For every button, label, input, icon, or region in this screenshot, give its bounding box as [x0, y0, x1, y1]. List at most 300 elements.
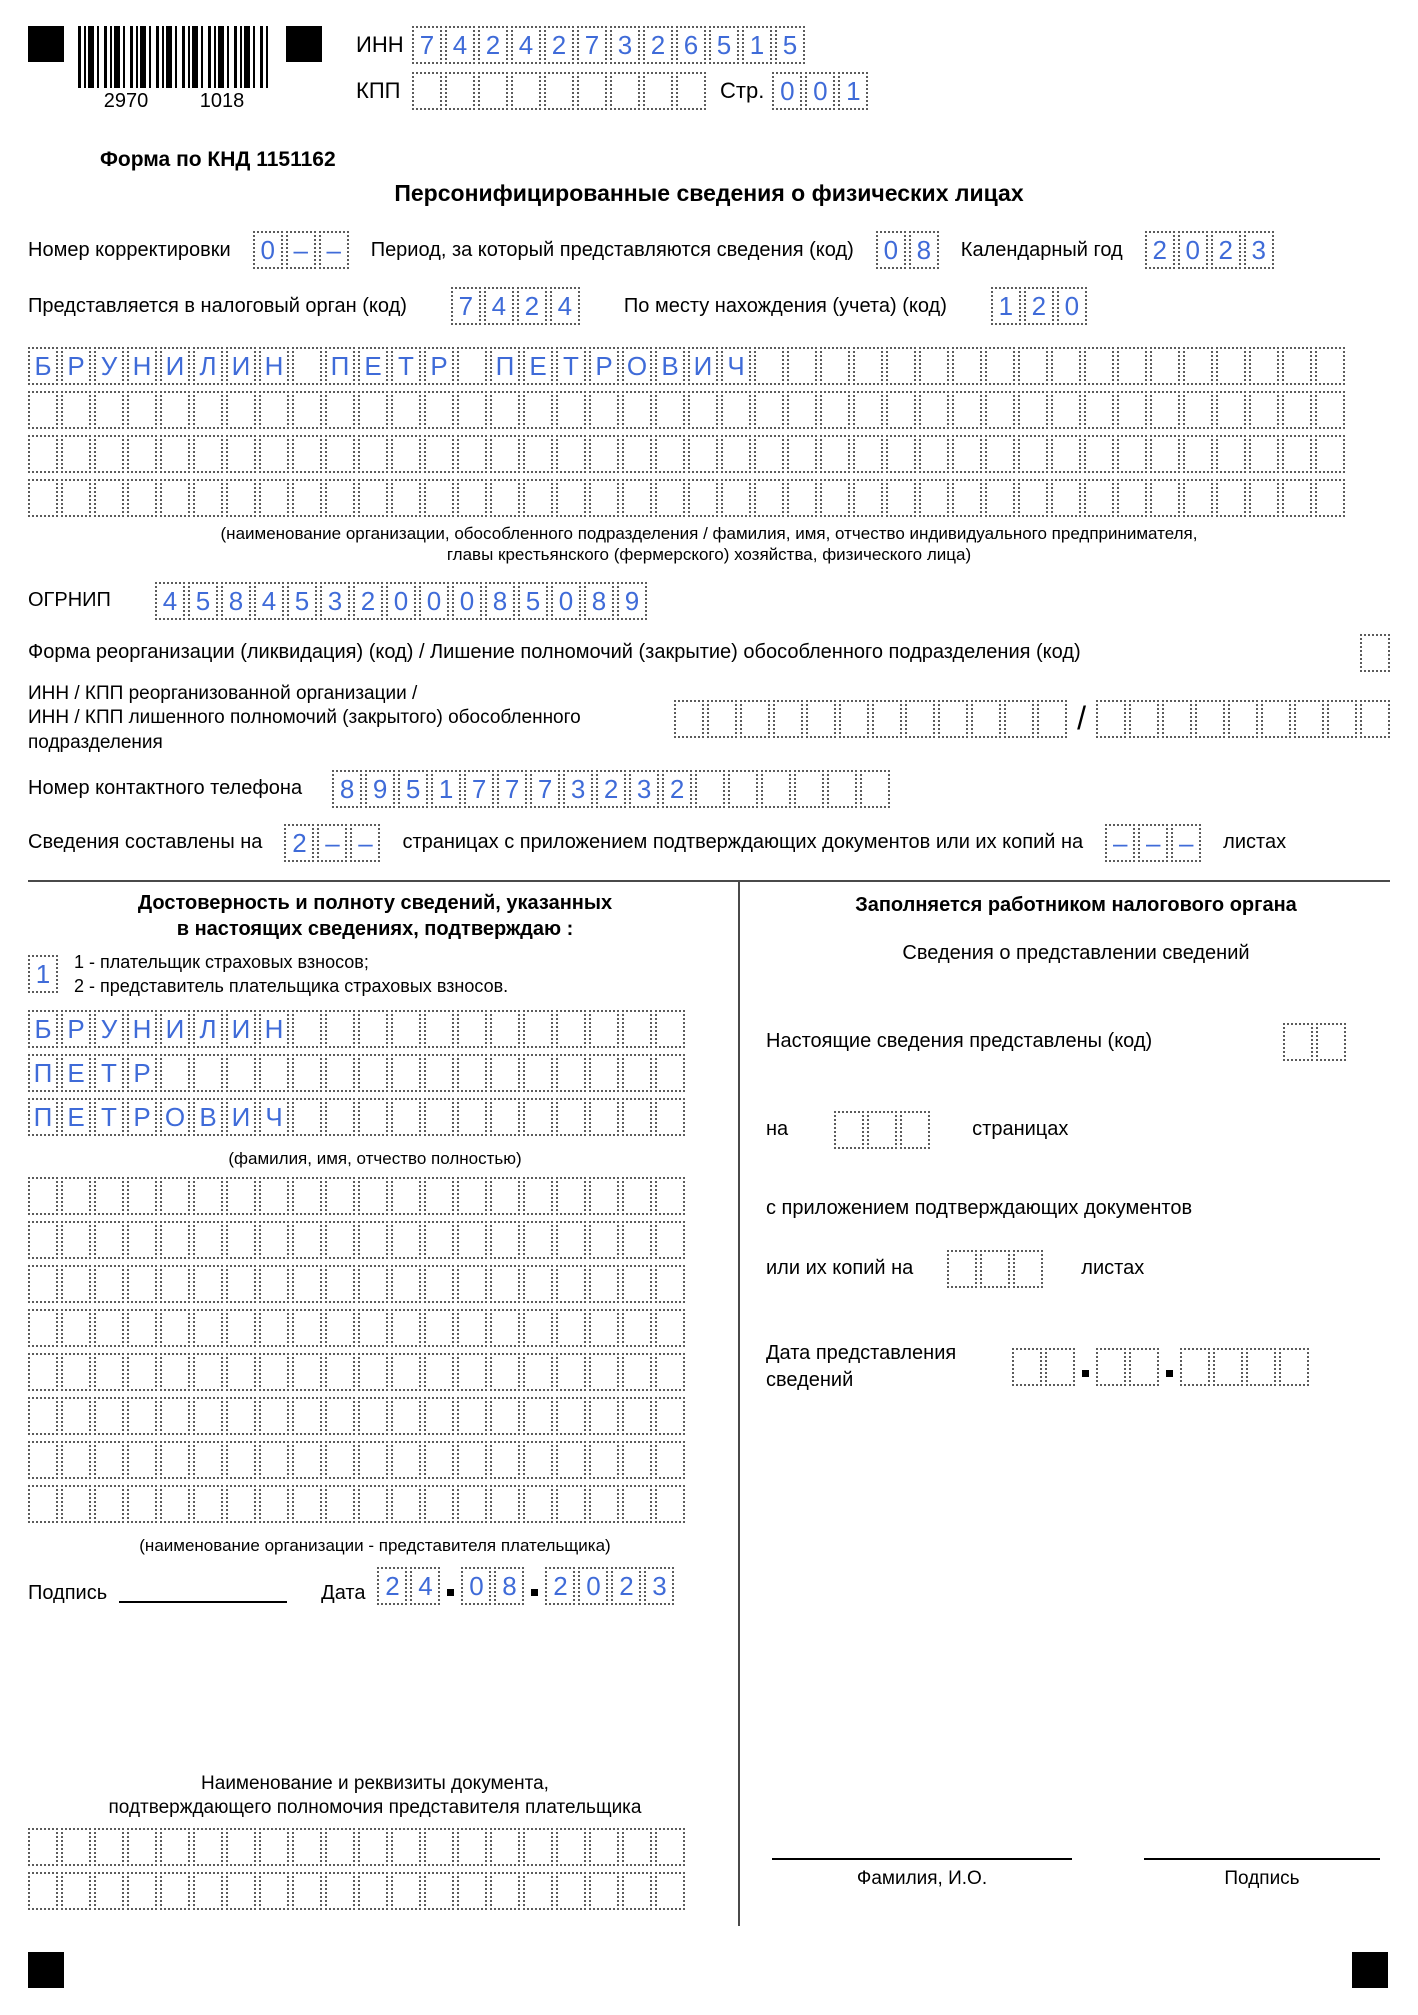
payer-confirmation-column [28, 882, 740, 1926]
officer-pages-field[interactable] [834, 1111, 930, 1149]
ogrnip-field[interactable] [155, 582, 647, 620]
char-cell [193, 1221, 223, 1259]
confirm-legend: 1 - плательщик страховых взносов; 2 - представитель плательщика страховых взносов. [74, 951, 509, 996]
char-cell: 8 [494, 1567, 524, 1605]
char-cell: 2 [284, 824, 314, 862]
char-cell [589, 1098, 619, 1136]
char-cell: 9 [617, 582, 647, 620]
char-cell [827, 770, 857, 808]
char-cell [61, 1265, 91, 1303]
char-cell [28, 1221, 58, 1259]
char-cell [160, 1265, 190, 1303]
char-cell [193, 1828, 223, 1866]
signer-fio-grid[interactable] [28, 1010, 722, 1142]
char-cell [721, 479, 751, 517]
char-cell [707, 700, 737, 738]
kpp-field[interactable] [412, 72, 706, 110]
char-cell [806, 700, 836, 738]
char-cell [490, 1177, 520, 1215]
date-label: Дата [321, 1581, 366, 1604]
char-cell [556, 1054, 586, 1092]
char-cell [490, 1485, 520, 1523]
char-cell: 0 [452, 582, 482, 620]
sheets-count-field[interactable] [1105, 824, 1201, 862]
char-cell [952, 391, 982, 429]
char-cell: Л [193, 1010, 223, 1048]
char-cell [655, 1485, 685, 1523]
char-cell [1246, 1348, 1276, 1386]
char-cell: И [160, 1010, 190, 1048]
char-cell [490, 1265, 520, 1303]
confirm-code-row [28, 950, 722, 999]
char-cell: 4 [410, 1567, 440, 1605]
char-cell [259, 1828, 289, 1866]
char-cell [794, 770, 824, 808]
char-cell [61, 1397, 91, 1435]
char-cell [971, 700, 1001, 738]
char-cell [589, 1054, 619, 1092]
reorg-code-field[interactable] [1360, 634, 1390, 672]
char-cell [1282, 479, 1312, 517]
char-cell [1360, 634, 1390, 672]
char-cell: 0 [386, 582, 416, 620]
cell-grid-row[interactable] [28, 479, 1390, 517]
submission-day-field[interactable] [1012, 1348, 1075, 1386]
char-cell [952, 479, 982, 517]
name-field-grid[interactable] [0, 347, 1418, 517]
char-cell: 2 [1211, 231, 1241, 269]
cell-grid-row[interactable] [28, 1054, 722, 1092]
reorg-inn-field[interactable] [674, 700, 1067, 738]
char-cell [226, 479, 256, 517]
char-cell [457, 1872, 487, 1910]
char-cell [688, 435, 718, 473]
char-cell [1249, 479, 1279, 517]
char-cell [740, 700, 770, 738]
char-cell [1150, 479, 1180, 517]
char-cell [556, 1098, 586, 1136]
char-cell [391, 391, 421, 429]
char-cell [773, 700, 803, 738]
char-cell: 8 [584, 582, 614, 620]
char-cell [94, 391, 124, 429]
char-cell [655, 1441, 685, 1479]
char-cell [622, 1265, 652, 1303]
char-cell [1183, 435, 1213, 473]
char-cell: 7 [451, 287, 481, 325]
date-day-field[interactable] [377, 1567, 440, 1605]
char-cell [325, 1221, 355, 1259]
char-cell [556, 1872, 586, 1910]
char-cell [127, 435, 157, 473]
char-cell [900, 1111, 930, 1149]
char-cell [1282, 391, 1312, 429]
char-cell [127, 1353, 157, 1391]
cell-grid-row[interactable] [28, 391, 1390, 429]
char-cell [544, 72, 574, 110]
char-cell [292, 479, 322, 517]
docs-attached-row [766, 1197, 1386, 1220]
char-cell [160, 1872, 190, 1910]
cell-grid-row[interactable] [28, 435, 1390, 473]
row-authority [0, 287, 1418, 325]
char-cell [127, 1485, 157, 1523]
char-cell: 2 [1145, 231, 1175, 269]
char-cell [1316, 1023, 1346, 1061]
row-ogrnip [0, 582, 1418, 620]
char-cell [622, 1221, 652, 1259]
cell-grid-row[interactable] [28, 1397, 722, 1435]
char-cell [424, 1265, 454, 1303]
row-phone [0, 770, 1418, 808]
char-cell [94, 1221, 124, 1259]
char-cell [523, 479, 553, 517]
char-cell [94, 1265, 124, 1303]
char-cell: Н [259, 347, 289, 385]
char-cell [127, 1872, 157, 1910]
inn-field[interactable] [412, 26, 805, 64]
char-cell [193, 435, 223, 473]
char-cell [589, 1221, 619, 1259]
char-cell [490, 1828, 520, 1866]
char-cell [787, 391, 817, 429]
char-cell [589, 1265, 619, 1303]
cell-grid-row[interactable] [28, 1353, 722, 1391]
barcode [78, 26, 270, 88]
char-cell [655, 1221, 685, 1259]
char-cell: П [490, 347, 520, 385]
char-cell [754, 435, 784, 473]
char-cell [358, 479, 388, 517]
char-cell [61, 1309, 91, 1347]
char-cell: 7 [577, 26, 607, 64]
char-cell [787, 435, 817, 473]
phone-field[interactable] [332, 770, 890, 808]
char-cell [490, 435, 520, 473]
char-cell [292, 1441, 322, 1479]
char-cell [391, 1054, 421, 1092]
char-cell [1183, 347, 1213, 385]
officer-subtitle: Сведения о представлении сведений [902, 941, 1250, 964]
char-cell [1051, 391, 1081, 429]
correction-field[interactable] [253, 231, 349, 269]
char-cell [655, 1872, 685, 1910]
cell-grid-row[interactable] [28, 1872, 722, 1910]
char-cell [226, 1397, 256, 1435]
char-cell [292, 1054, 322, 1092]
submission-year-field[interactable] [1180, 1348, 1309, 1386]
char-cell [1117, 391, 1147, 429]
cell-grid-row[interactable] [28, 347, 1390, 385]
submission-month-field[interactable] [1096, 1348, 1159, 1386]
char-cell [589, 479, 619, 517]
char-cell [556, 1177, 586, 1215]
char-cell [292, 1397, 322, 1435]
char-cell [1216, 435, 1246, 473]
char-cell [820, 347, 850, 385]
char-cell [1013, 1250, 1043, 1288]
char-cell [259, 435, 289, 473]
char-cell [391, 435, 421, 473]
char-cell [1084, 435, 1114, 473]
char-cell [1150, 391, 1180, 429]
period-field[interactable] [876, 231, 939, 269]
char-cell [28, 1309, 58, 1347]
char-cell [787, 479, 817, 517]
char-cell: 2 [377, 1567, 407, 1605]
char-cell [886, 479, 916, 517]
char-cell [127, 391, 157, 429]
char-cell [424, 479, 454, 517]
phone-label: Номер контактного телефона [28, 777, 303, 800]
char-cell [94, 1828, 124, 1866]
char-cell: 3 [644, 1567, 674, 1605]
char-cell [1129, 700, 1159, 738]
char-cell [391, 1485, 421, 1523]
barcode-block [78, 26, 270, 113]
char-cell: 4 [155, 582, 185, 620]
char-cell [655, 1397, 685, 1435]
char-cell [424, 1098, 454, 1136]
char-cell: И [688, 347, 718, 385]
char-cell [28, 1265, 58, 1303]
char-cell [457, 1353, 487, 1391]
cell-grid-row[interactable] [28, 1441, 722, 1479]
header [0, 0, 1418, 118]
period-label: Период, за который представляются сведения (код) [370, 238, 854, 261]
cell-grid-row[interactable] [28, 1828, 722, 1866]
officer-sheets-field[interactable] [947, 1250, 1043, 1288]
char-cell [787, 347, 817, 385]
cell-grid-row[interactable] [28, 1221, 722, 1259]
char-cell [980, 1250, 1010, 1288]
char-cell: 4 [445, 26, 475, 64]
char-cell: 5 [188, 582, 218, 620]
char-cell [523, 391, 553, 429]
char-cell [1096, 700, 1126, 738]
char-cell [853, 479, 883, 517]
char-cell [523, 1872, 553, 1910]
char-cell [160, 1828, 190, 1866]
char-cell [61, 1872, 91, 1910]
char-cell: 1 [28, 955, 58, 993]
char-cell [193, 479, 223, 517]
char-cell [61, 479, 91, 517]
date-year-field[interactable] [545, 1567, 674, 1605]
char-cell [1216, 479, 1246, 517]
char-cell [391, 1872, 421, 1910]
char-cell [424, 1054, 454, 1092]
char-cell [622, 1872, 652, 1910]
char-cell [193, 391, 223, 429]
char-cell [919, 435, 949, 473]
char-cell [94, 1309, 124, 1347]
char-cell [721, 391, 751, 429]
char-cell [292, 1177, 322, 1215]
char-cell [1315, 435, 1345, 473]
char-cell: – [317, 824, 347, 862]
char-cell [556, 1397, 586, 1435]
cell-grid-row[interactable] [28, 1309, 722, 1347]
char-cell: В [655, 347, 685, 385]
char-cell [919, 391, 949, 429]
char-cell [589, 1177, 619, 1215]
char-cell [643, 72, 673, 110]
char-cell: 5 [398, 770, 428, 808]
officer-title: Заполняется работником налогового органа [855, 893, 1297, 916]
char-cell [1018, 435, 1048, 473]
char-cell: 1 [742, 26, 772, 64]
char-cell: О [622, 347, 652, 385]
pages-count-field[interactable] [284, 824, 380, 862]
char-cell [259, 1309, 289, 1347]
char-cell [985, 435, 1015, 473]
char-cell [226, 1265, 256, 1303]
cell-grid-row[interactable] [28, 1098, 722, 1136]
char-cell [523, 1397, 553, 1435]
char-cell: Р [589, 347, 619, 385]
char-cell: 3 [610, 26, 640, 64]
char-cell [1261, 700, 1291, 738]
char-cell [919, 479, 949, 517]
char-cell [358, 1872, 388, 1910]
cell-grid-row[interactable] [28, 1177, 722, 1215]
form-title: Персонифицированные сведения о физических лицах [394, 180, 1024, 206]
char-cell [556, 391, 586, 429]
docs-attached-label: с приложением подтверждающих документов [766, 1196, 1193, 1219]
char-cell: 0 [461, 1567, 491, 1605]
char-cell [490, 1872, 520, 1910]
reorg-kpp-field[interactable] [1096, 700, 1390, 738]
submitted-code-field[interactable] [1283, 1023, 1346, 1061]
cell-grid-row[interactable] [28, 1265, 722, 1303]
char-cell [674, 700, 704, 738]
char-cell: 4 [511, 26, 541, 64]
representative-org-grid[interactable] [28, 1177, 722, 1529]
char-cell [622, 391, 652, 429]
kpp-label: КПП [356, 78, 401, 103]
confirm-title: Достоверность и полноту сведений, указанных в настоящих сведениях, подтверждаю : [137, 891, 613, 940]
char-cell [1117, 479, 1147, 517]
char-cell [259, 1054, 289, 1092]
char-cell [193, 1177, 223, 1215]
char-cell [94, 1872, 124, 1910]
char-cell [292, 1485, 322, 1523]
char-cell [424, 1353, 454, 1391]
cell-grid-row[interactable] [28, 1485, 722, 1523]
char-cell [589, 435, 619, 473]
signature-line[interactable] [119, 1579, 287, 1603]
confirm-code-field[interactable] [28, 955, 58, 993]
char-cell: И [226, 1098, 256, 1136]
char-cell [127, 1309, 157, 1347]
char-cell [28, 1828, 58, 1866]
authority-field[interactable] [451, 287, 580, 325]
signature-date-row [28, 1567, 722, 1605]
char-cell: Р [424, 347, 454, 385]
char-cell [1249, 391, 1279, 429]
char-cell [523, 1098, 553, 1136]
char-cell [457, 391, 487, 429]
char-cell [985, 479, 1015, 517]
char-cell [127, 1828, 157, 1866]
year-field[interactable] [1145, 231, 1274, 269]
char-cell [358, 1177, 388, 1215]
char-cell [160, 1485, 190, 1523]
char-cell [61, 435, 91, 473]
char-cell [938, 700, 968, 738]
char-cell [1360, 700, 1390, 738]
char-cell: 0 [551, 582, 581, 620]
char-cell [1162, 700, 1192, 738]
char-cell: 2 [478, 26, 508, 64]
tax-officer-column [740, 882, 1390, 1926]
char-cell: 4 [550, 287, 580, 325]
char-cell [655, 1353, 685, 1391]
cell-grid-row[interactable] [28, 1010, 722, 1048]
char-cell [424, 1177, 454, 1215]
char-cell: Е [61, 1098, 91, 1136]
char-cell [94, 435, 124, 473]
char-cell [424, 1397, 454, 1435]
char-cell [1051, 347, 1081, 385]
char-cell: 3 [563, 770, 593, 808]
char-cell [655, 1828, 685, 1866]
char-cell [391, 1098, 421, 1136]
char-cell [490, 1054, 520, 1092]
char-cell [325, 479, 355, 517]
char-cell [523, 435, 553, 473]
char-cell [1150, 347, 1180, 385]
page-number-field[interactable] [772, 72, 868, 110]
char-cell [589, 1309, 619, 1347]
char-cell [94, 1177, 124, 1215]
bottom-section [28, 880, 1390, 1926]
char-cell: 2 [544, 26, 574, 64]
officer-surname-line[interactable]: Фамилия, И.О. [772, 1858, 1072, 1890]
char-cell: 0 [772, 72, 802, 110]
char-cell [457, 1054, 487, 1092]
char-cell [867, 1111, 897, 1149]
char-cell: Т [94, 1098, 124, 1136]
char-cell: 2 [662, 770, 692, 808]
char-cell: У [94, 1010, 124, 1048]
char-cell [160, 1397, 190, 1435]
char-cell [754, 479, 784, 517]
char-cell [226, 1309, 256, 1347]
officer-signature-line[interactable]: Подпись [1144, 1858, 1380, 1890]
char-cell [61, 1353, 91, 1391]
char-cell [695, 770, 725, 808]
char-cell [412, 72, 442, 110]
authority-document-grid[interactable] [28, 1828, 722, 1910]
char-cell [259, 1872, 289, 1910]
location-field[interactable] [991, 287, 1087, 325]
char-cell [160, 479, 190, 517]
char-cell: 8 [485, 582, 515, 620]
char-cell: И [226, 347, 256, 385]
char-cell [676, 72, 706, 110]
char-cell [490, 1353, 520, 1391]
char-cell: 2 [611, 1567, 641, 1605]
char-cell [325, 1265, 355, 1303]
char-cell [820, 435, 850, 473]
char-cell [259, 479, 289, 517]
date-month-field[interactable] [461, 1567, 524, 1605]
char-cell: Т [556, 347, 586, 385]
char-cell [1294, 700, 1324, 738]
char-cell [886, 391, 916, 429]
